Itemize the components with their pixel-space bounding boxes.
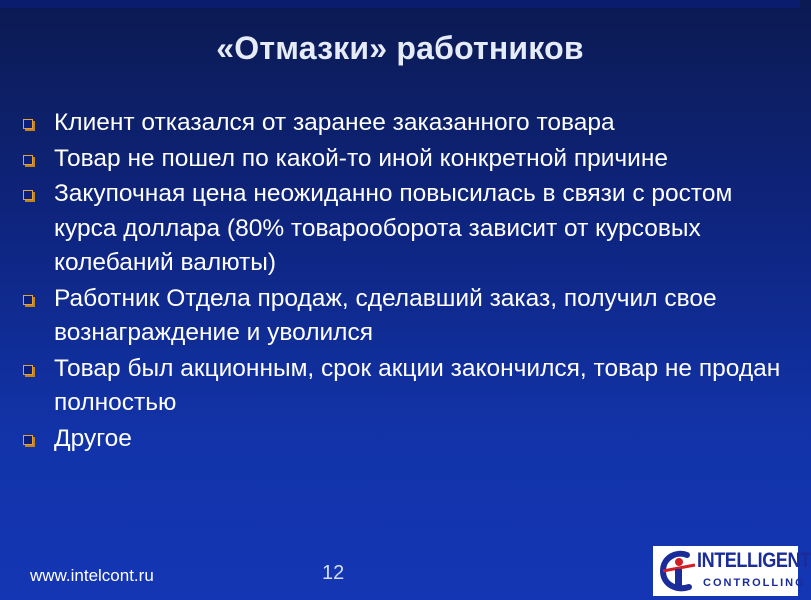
bullet-text: Работник Отдела продаж, сделавший заказ, получил свое вознаграждение и уволился bbox=[54, 284, 717, 346]
square-bullet-icon bbox=[23, 119, 33, 129]
list-item bbox=[22, 106, 782, 141]
square-bullet-icon bbox=[23, 295, 33, 305]
logo-mark-icon bbox=[657, 549, 697, 593]
square-bullet-icon bbox=[23, 155, 33, 165]
square-bullet-icon bbox=[23, 190, 33, 200]
bullet-text: Товар не пошел по какой-то иной конкретной причине bbox=[54, 144, 669, 172]
page-number: 12 bbox=[322, 562, 345, 584]
company-logo bbox=[653, 546, 811, 596]
bullet-text: Закупочная цена неожиданно повысилась в связи с ростом курса доллара (80% товарооборота зависит от курсовых колебаний валюты) bbox=[54, 180, 733, 276]
square-bullet-icon bbox=[23, 435, 33, 445]
slide-title: «Отмазки» работников bbox=[216, 30, 584, 66]
logo-brand-text: INTELLIGENT bbox=[697, 549, 811, 572]
bullet-text: Другое bbox=[54, 424, 132, 452]
top-band bbox=[0, 0, 800, 8]
bullet-text: Клиент отказался от заранее заказанного товара bbox=[54, 109, 615, 136]
list-item bbox=[22, 142, 782, 177]
footer-url-link[interactable]: www.intelcont.ru bbox=[30, 566, 154, 585]
list-item bbox=[22, 422, 782, 457]
list-item bbox=[22, 352, 782, 421]
bullet-text: Товар был акционным, срок акции закончился, товар не продан полностью bbox=[54, 354, 781, 416]
logo-tagline-text: CONTROLLING bbox=[703, 577, 806, 589]
list-item bbox=[22, 177, 782, 281]
square-bullet-icon bbox=[23, 365, 33, 375]
bullet-list bbox=[22, 106, 782, 457]
list-item bbox=[22, 282, 782, 351]
